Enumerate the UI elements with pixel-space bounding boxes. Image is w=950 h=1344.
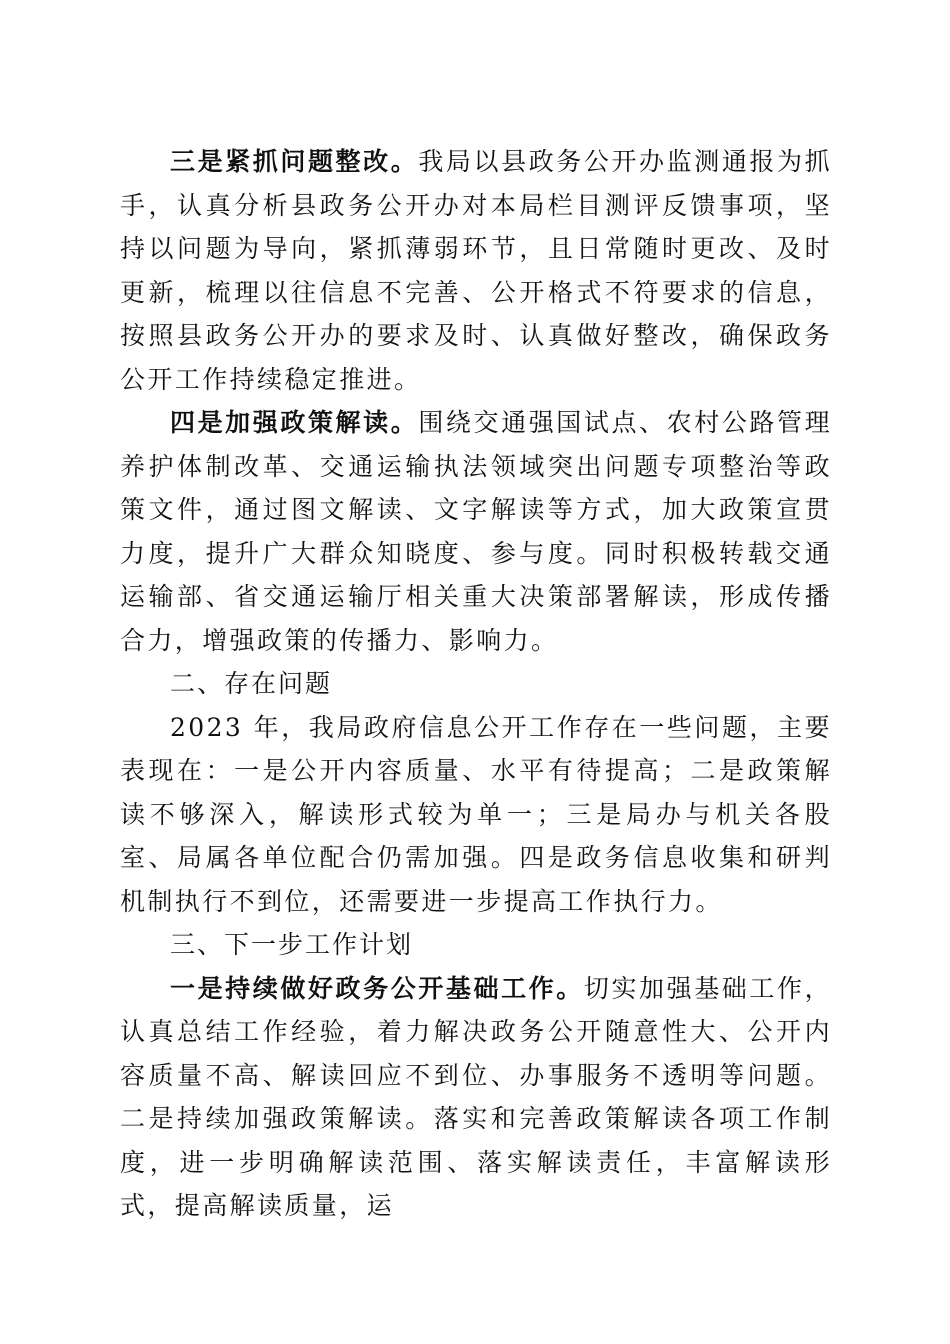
paragraph-lead: 一是持续做好政务公开基础工作。 bbox=[170, 973, 584, 1003]
paragraph-body: 2023 年，我局政府信息公开工作存在一些问题，主要表现在：一是公开内容质量、水平有待提高；二是政策解读不够深入，解读形式较为单一；三是局办与机关各股室、局属各单位配合仍需加强。四是政务信息收集和研判机制执行不到位，还需要进一步提高工作执行力。 bbox=[120, 712, 832, 916]
document-page bbox=[120, 140, 832, 1228]
paragraph-lead: 四是加强政策解读。 bbox=[170, 408, 419, 437]
section-heading-next-steps: 三、下一步工作计划 bbox=[170, 930, 414, 959]
section-heading-existing-problems: 二、存在问题 bbox=[170, 669, 333, 698]
paragraph-lead: 三是紧抓问题整改。 bbox=[170, 147, 419, 176]
paragraph-problems-detail bbox=[120, 706, 832, 924]
paragraph-body: 切实加强基础工作，认真总结工作经验，着力解决政务公开随意性大、公开内容质量不高、解读回应不到位、办事服务不透明等问题。二是持续加强政策解读。落实和完善政策解读各项工作制度，进一步明确解读范围、落实解读责任，丰富解读形式，提高解读质量，运 bbox=[120, 973, 832, 1220]
paragraph-body: 我局以县政务公开办监测通报为抓手，认真分析县政务公开办对本局栏目测评反馈事项，坚持以问题为导向，紧抓薄弱环节，且日常随时更改、及时更新，梳理以往信息不完善、公开格式不符要求的信息，按照县政务公开办的要求及时、认真做好整改，确保政务公开工作持续稳定推进。 bbox=[120, 147, 832, 394]
paragraph-body: 围绕交通强国试点、农村公路管理养护体制改革、交通运输执法领域突出问题专项整治等政策文件，通过图文解读、文字解读等方式，加大政策宣贯力度，提升广大群众知晓度、参与度。同时积极转载交通运输部、省交通运输厅相关重大决策部署解读，形成传播合力，增强政策的传播力、影响力。 bbox=[120, 408, 832, 655]
paragraph-policy-interpretation bbox=[120, 401, 832, 662]
paragraph-next-steps bbox=[120, 967, 832, 1228]
paragraph-problem-rectification bbox=[120, 140, 832, 401]
